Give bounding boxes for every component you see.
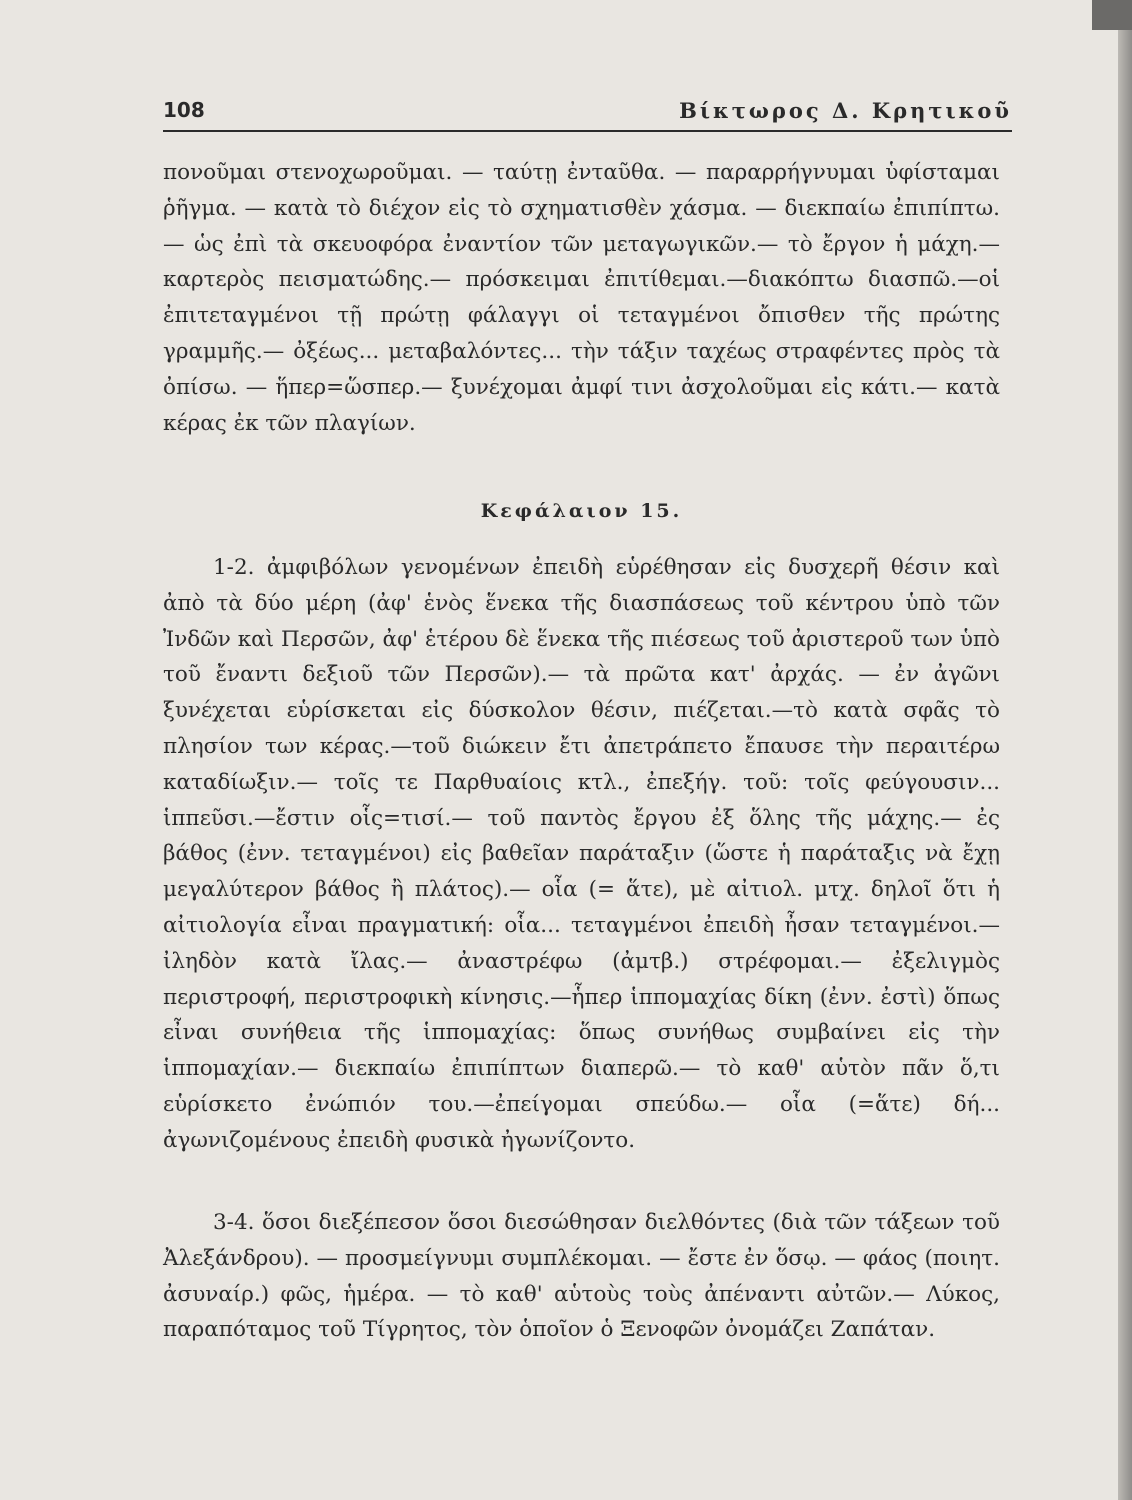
page-header xyxy=(163,98,1012,132)
scan-corner xyxy=(1092,0,1132,30)
running-title: Βίκτωρος Δ. Κρητικοῦ xyxy=(679,98,1012,123)
chapter-heading: Κεφάλαιον 15. xyxy=(480,500,683,522)
commentary-paragraph-1: πονοῦμαι στενοχωροῦμαι. — ταύτῃ ἐνταῦθα. — παραρρήγνυμαι ὑφίσταμαι ῥῆγμα. — κατὰ τὸ διέχον εἰς τὸ σχηματισθὲν χάσμα. — διεκπαίω ἐπιπίπτω.— ὡς ἐπὶ τὰ σκευοφόρα ἐναντίον τῶν μεταγωγικῶν.— τὸ ἔργον ἡ μάχη.— καρτερὸς πεισματώδης.— πρόσκειμαι ἐπιτίθεμαι.—διακόπτω διασπῶ.—οἱ ἐπιτεταγμένοι τῇ πρώτῃ φάλαγγι οἱ τεταγμένοι ὄπισθεν τῆς πρώτης γραμμῆς.— ὀξέως... μεταβαλόντες... τὴν τάξιν ταχέως στραφέντες πρὸς τὰ ὀπίσω. — ἥπερ=ὥσπερ.— ξυνέχομαι ἀμφί τινι ἀσχολοῦμαι εἰς κάτι.— κατὰ κέρας ἐκ τῶν πλαγίων. xyxy=(163,160,1000,436)
commentary-paragraph-2: 1-2. ἀμφιβόλων γενομένων ἐπειδὴ εὑρέθησαν εἰς δυσχερῆ θέσιν καὶ ἀπὸ τὰ δύο μέρη (ἀφ' ἑνὸς ἕνεκα τῆς διασπάσεως τοῦ κέντρου ὑπὸ τῶν Ἰνδῶν καὶ Περσῶν, ἀφ' ἑτέρου δὲ ἕνεκα τῆς πιέσεως τοῦ ἀριστεροῦ των ὑπὸ τοῦ ἔναντι δεξιοῦ τῶν Περσῶν).— τὰ πρῶτα κατ' ἀρχάς. — ἐν ἀγῶνι ξυνέχεται εὑρίσκεται εἰς δύσκολον θέσιν, πιέζεται.—τὸ κατὰ σφᾶς τὸ πλησίον των κέρας.—τοῦ διώκειν ἔτι ἀπετράπετο ἔπαυσε τὴν περαιτέρω καταδίωξιν.— τοῖς τε Παρθυαίοις κτλ., ἐπεξήγ. τοῦ: τοῖς φεύγουσιν... ἱππεῦσι.—ἔστιν οἷς=τισί.— τοῦ παντὸς ἔργου ἐξ ὅλης τῆς μάχης.— ἐς βάθος (ἐνν. τεταγμένοι) εἰς βαθεῖαν παράταξιν (ὥστε ἡ παράταξις νὰ ἔχῃ μεγαλύτερον βάθος ἢ πλάτος).— οἷα (= ἅτε), μὲ αἰτιολ. μτχ. δηλοῖ ὅτι ἡ αἰτιολογία εἶναι πραγματική: οἷα... τεταγμένοι ἐπειδὴ ἦσαν τεταγμένοι.—ἰληδὸν κατὰ ἴλας.— ἀναστρέφω (ἀμτβ.) στρέφομαι.— ἐξελιγμὸς περιστροφή, περιστροφικὴ κίνησις.—ἧπερ ἱππομαχίας δίκη (ἐνν. ἐστὶ) ὅπως εἶναι συνήθεια τῆς ἱππομαχίας: ὅπως συνήθως συμβαίνει εἰς τὴν ἱππομαχίαν.— διεκπαίω ἐπιπίπτων διαπερῶ.— τὸ καθ' αὑτὸν πᾶν ὅ,τι εὑρίσκετο ἐνώπιόν του.—ἐπείγομαι σπεύδω.— οἷα (=ἅτε) δή... ἀγωνιζομένους ἐπειδὴ φυσικὰ ἠγωνίζοντο. xyxy=(163,555,1000,1153)
commentary-paragraph-3: 3-4. ὅσοι διεξέπεσον ὅσοι διεσώθησαν διελθόντες (διὰ τῶν τάξεων τοῦ Ἀλεξάνδρου). — προσμείγνυμι συμπλέκομαι. — ἔστε ἐν ὅσῳ. — φάος (ποιητ. ἀσυναίρ.) φῶς, ἡμέρα. — τὸ καθ' αὑτοὺς τοὺς ἀπέναντι αὐτῶν.— Λύκος, παραπόταμος τοῦ Τίγρητος, τὸν ὁποῖον ὁ Ξενοφῶν ὀνομάζει Ζαπάταν. xyxy=(163,1210,1000,1343)
page-edge xyxy=(1118,0,1132,1500)
page-number: 108 xyxy=(163,98,205,122)
